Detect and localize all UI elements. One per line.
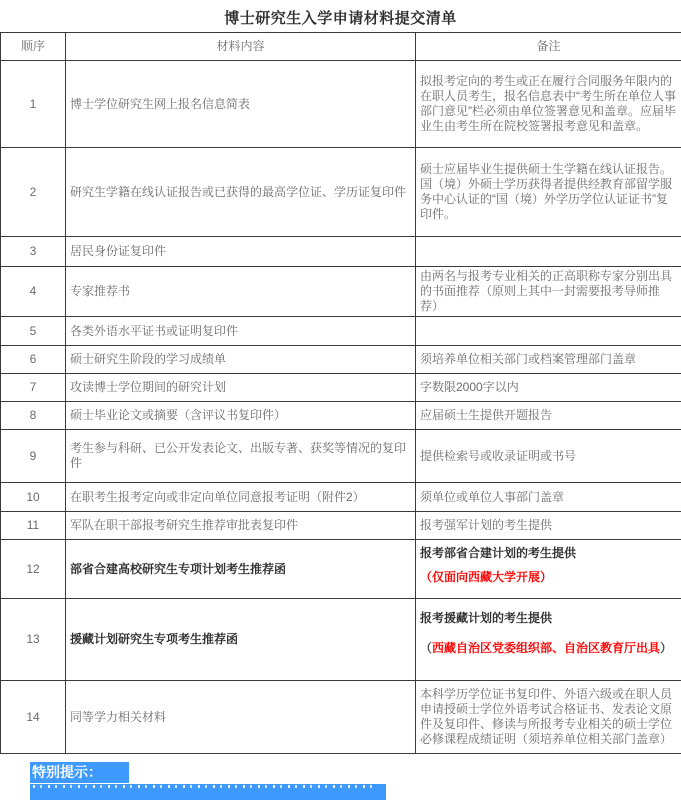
material-cell: 研究生学籍在线认证报告或已获得的最高学位证、学历证复印件 bbox=[66, 148, 416, 237]
remark-cell: 拟报考定向的考生或正在履行合同服务年限内的在职人员考生，报名信息表中“考生所在单位人事部门意见”栏必须由单位签署意见和盖章。应届毕业生由考生所在院校签署报考意见和盖章。 bbox=[416, 61, 681, 148]
remark-cell bbox=[416, 317, 681, 346]
remark-cell: 由两名与报考专业相关的正高职称专家分别出具的书面推荐（原则上其中一封需要报考导师推荐） bbox=[416, 267, 681, 317]
remark-cell: 硕士应届毕业生提供硕士生学籍在线认证报告。国（境）外硕士学历获得者提供经教育部留学服务中心认证的“国（境）外学历学位认证证书”复印件。 bbox=[416, 148, 681, 237]
remark-cell: 应届硕士生提供开题报告 bbox=[416, 402, 681, 430]
remark-primary: 报考援藏计划的考生提供 bbox=[420, 611, 677, 626]
remark-cell bbox=[416, 599, 681, 681]
table-row bbox=[1, 512, 681, 540]
table-row bbox=[1, 148, 681, 237]
table-header-row bbox=[1, 33, 681, 61]
table-row bbox=[1, 540, 681, 599]
remark-cell bbox=[416, 237, 681, 267]
material-cell: 在职考生报考定向或非定向单位同意报考证明（附件2） bbox=[66, 483, 416, 512]
table-row bbox=[1, 346, 681, 374]
header-remark: 备注 bbox=[416, 33, 681, 61]
remark-primary: 报考部省合建计划的考生提供 bbox=[420, 546, 677, 561]
order-cell: 4 bbox=[1, 267, 66, 317]
remark-cell: 须培养单位相关部门或档案管理部门盖章 bbox=[416, 346, 681, 374]
order-cell: 5 bbox=[1, 317, 66, 346]
material-cell: 部省合建高校研究生专项计划考生推荐函 bbox=[66, 540, 416, 599]
order-cell: 2 bbox=[1, 148, 66, 237]
remark-cell: 报考强军计划的考生提供 bbox=[416, 512, 681, 540]
material-cell: 援藏计划研究生专项考生推荐函 bbox=[66, 599, 416, 681]
remark-cell bbox=[416, 540, 681, 599]
order-cell: 9 bbox=[1, 430, 66, 483]
partial-highlighted-line bbox=[30, 784, 386, 800]
red-note: 西藏自治区党委组织部、自治区教育厅出具 bbox=[432, 641, 660, 655]
table-row bbox=[1, 599, 681, 681]
remark-cell: 本科学历学位证书复印件、外语六级或在职人员申请授硕士学位外语考试合格证书、发表论文原件及复印件、修读与所报考专业相关的硕士学位必修课程成绩证明（须培养单位相关部门盖章） bbox=[416, 681, 681, 754]
order-cell: 1 bbox=[1, 61, 66, 148]
material-cell: 考生参与科研、已公开发表论文、出版专著、获奖等情况的复印件 bbox=[66, 430, 416, 483]
order-cell: 11 bbox=[1, 512, 66, 540]
order-cell: 3 bbox=[1, 237, 66, 267]
table-row bbox=[1, 374, 681, 402]
order-cell: 14 bbox=[1, 681, 66, 754]
table-row bbox=[1, 483, 681, 512]
material-cell: 专家推荐书 bbox=[66, 267, 416, 317]
material-cell: 博士学位研究生网上报名信息简表 bbox=[66, 61, 416, 148]
order-cell: 12 bbox=[1, 540, 66, 599]
order-cell: 7 bbox=[1, 374, 66, 402]
order-cell: 6 bbox=[1, 346, 66, 374]
material-cell: 攻读博士学位期间的研究计划 bbox=[66, 374, 416, 402]
header-order: 顺序 bbox=[1, 33, 66, 61]
material-cell: 居民身份证复印件 bbox=[66, 237, 416, 267]
remark-secondary bbox=[420, 570, 677, 585]
material-cell: 军队在职干部报考研究生推荐审批表复印件 bbox=[66, 512, 416, 540]
table-row bbox=[1, 61, 681, 148]
special-note: 特别提示： bbox=[30, 762, 129, 783]
red-note: （仅面向西藏大学开展） bbox=[420, 570, 552, 584]
table-row bbox=[1, 267, 681, 317]
remark-secondary: （西藏自治区党委组织部、自治区教育厅出具） bbox=[420, 635, 677, 662]
order-cell: 8 bbox=[1, 402, 66, 430]
table-row bbox=[1, 681, 681, 754]
order-cell: 13 bbox=[1, 599, 66, 681]
material-cell: 硕士毕业论文或摘要（含评议书复印件） bbox=[66, 402, 416, 430]
remark-cell: 提供检索号或收录证明或书号 bbox=[416, 430, 681, 483]
material-cell: 同等学力相关材料 bbox=[66, 681, 416, 754]
page-title: 博士研究生入学申请材料提交清单 bbox=[0, 7, 681, 28]
table-row bbox=[1, 237, 681, 267]
material-cell: 硕士研究生阶段的学习成绩单 bbox=[66, 346, 416, 374]
table-row bbox=[1, 317, 681, 346]
order-cell: 10 bbox=[1, 483, 66, 512]
table-row bbox=[1, 402, 681, 430]
materials-table bbox=[0, 32, 681, 754]
header-material: 材料内容 bbox=[66, 33, 416, 61]
remark-cell: 须单位或单位人事部门盖章 bbox=[416, 483, 681, 512]
table-row bbox=[1, 430, 681, 483]
material-cell: 各类外语水平证书或证明复印件 bbox=[66, 317, 416, 346]
remark-cell: 字数限2000字以内 bbox=[416, 374, 681, 402]
